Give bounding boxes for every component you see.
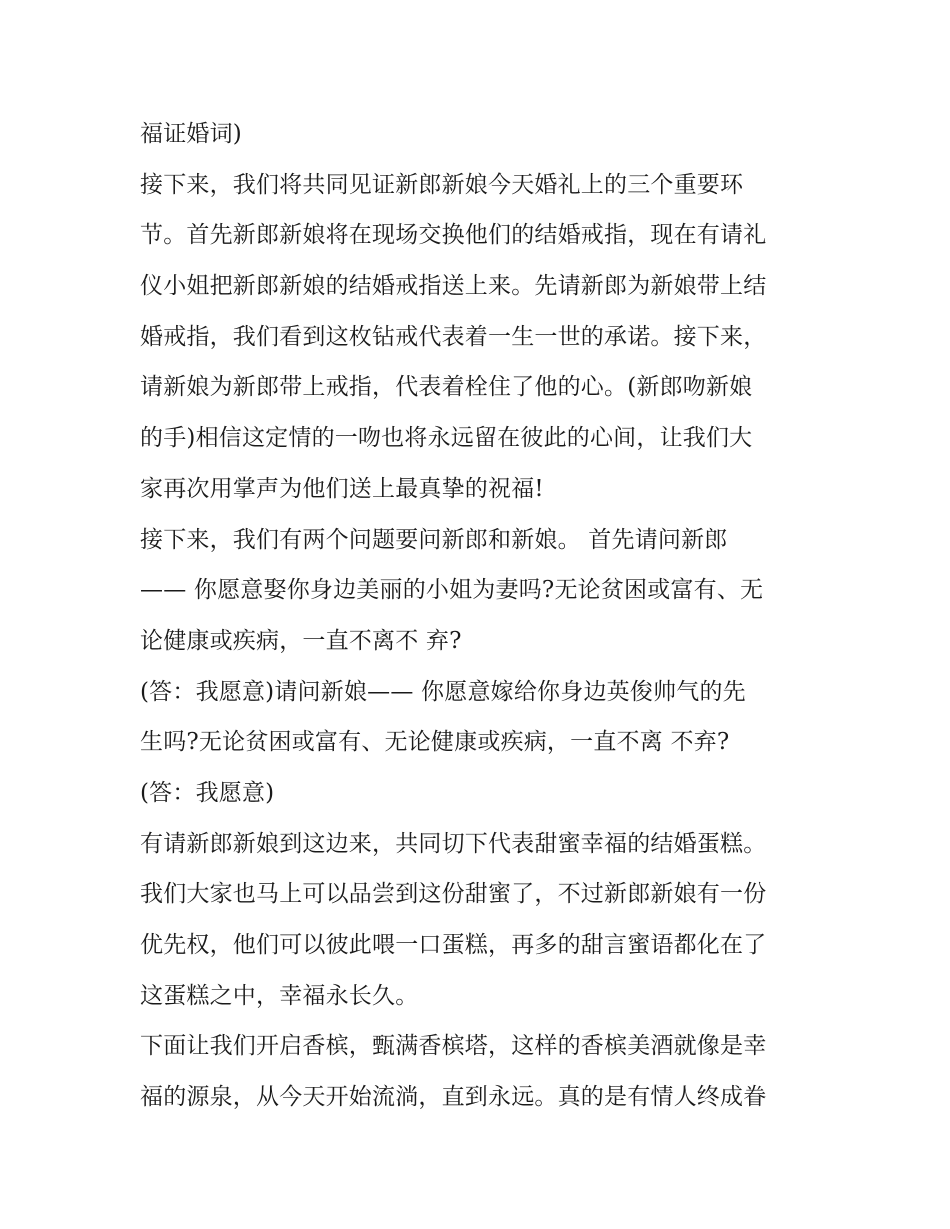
text-line: 接下来，我们有两个问题要问新郎和新娘。 首先请问新郎 xyxy=(140,526,728,553)
document-body xyxy=(140,109,830,1123)
text-line: 节。首先新郎新娘将在现场交换他们的结婚戒指，现在有请礼 xyxy=(140,222,767,249)
text-line: 接下来，我们将共同见证新郎新娘今天婚礼上的三个重要环 xyxy=(140,171,744,198)
text-line: —— 你愿意娶你身边美丽的小姐为妻吗?无论贫困或富有、无 xyxy=(140,577,764,604)
text-line: 家再次用掌声为他们送上最真挚的祝福! xyxy=(140,475,544,502)
text-line: 有请新郎新娘到这边来，共同切下代表甜蜜幸福的结婚蛋糕。 xyxy=(140,830,767,857)
text-line: 这蛋糕之中，幸福永长久。 xyxy=(140,982,419,1009)
text-line: 我们大家也马上可以品尝到这份甜蜜了，不过新郎新娘有一份 xyxy=(140,881,767,908)
text-line: 下面让我们开启香槟，甄满香槟塔，这样的香槟美酒就像是幸 xyxy=(140,1033,767,1060)
text-line: (答：我愿意) xyxy=(140,779,275,806)
text-line: 的手)相信这定情的一吻也将永远留在彼此的心间，让我们大 xyxy=(140,425,753,452)
text-line: 仪小姐把新郎新娘的结婚戒指送上来。先请新郎为新娘带上结 xyxy=(140,273,767,300)
text-line: 论健康或疾病，一直不离不 弃? xyxy=(140,627,462,654)
text-line: (答：我愿意)请问新娘—— 你愿意嫁给你身边英俊帅气的先 xyxy=(140,678,746,705)
text-line: 福证婚词) xyxy=(140,121,242,147)
text-line: 生吗?无论贫困或富有、无论健康或疾病，一直不离 不弃? xyxy=(140,729,730,756)
text-line: 福的源泉，从今天开始流淌，直到永远。真的是有情人终成眷 xyxy=(140,1084,767,1111)
text-line: 请新娘为新郎带上戒指，代表着栓住了他的心。(新郎吻新娘 xyxy=(140,374,753,401)
text-line: 婚戒指，我们看到这枚钻戒代表着一生一世的承诺。接下来， xyxy=(140,323,767,350)
text-line: 优先权，他们可以彼此喂一口蛋糕，再多的甜言蜜语都化在了 xyxy=(140,932,767,958)
